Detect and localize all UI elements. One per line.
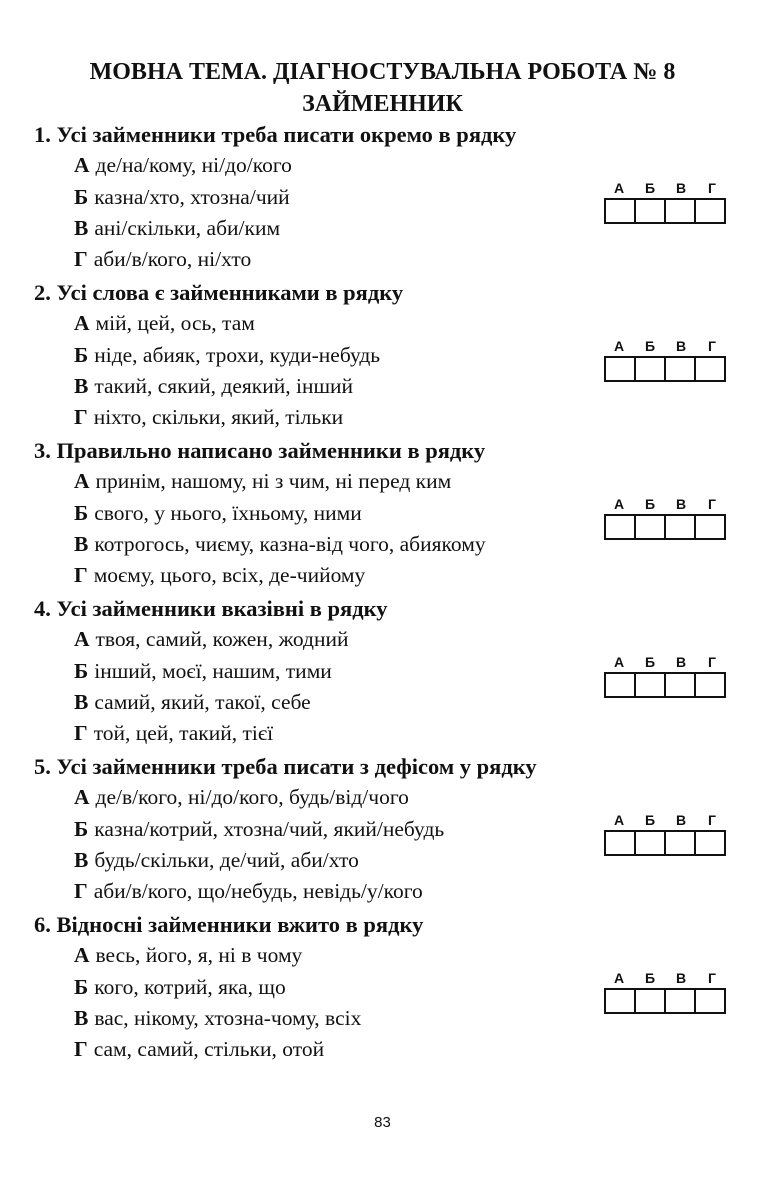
option-text: будь/скільки, де/чий, аби/хто xyxy=(94,848,359,872)
answer-grid-letters xyxy=(604,812,728,828)
option-letter: А xyxy=(74,153,90,177)
answer-grid-letter: В xyxy=(675,338,687,354)
answer-grid-letter: Б xyxy=(644,970,656,986)
option-text: аби/в/кого, ні/хто xyxy=(93,247,252,271)
option-text: твоя, самий, кожен, жодний xyxy=(95,627,349,651)
option-text: принім, нашому, ні з чим, ні перед ким xyxy=(95,469,452,493)
option-3 xyxy=(74,847,359,873)
option-4 xyxy=(74,404,343,430)
answer-grid-letter: В xyxy=(675,496,687,512)
answer-box[interactable] xyxy=(636,358,666,380)
question-title: 2. Усі слова є займенниками в рядку xyxy=(34,280,404,305)
answer-grid-letter: А xyxy=(613,970,625,986)
answer-grid-letters xyxy=(604,180,728,196)
option-text: вас, нікому, хтозна-чому, всіх xyxy=(94,1006,362,1030)
answer-box[interactable] xyxy=(636,516,666,538)
option-1 xyxy=(74,152,292,178)
option-4 xyxy=(74,246,251,272)
option-1 xyxy=(74,626,348,652)
option-4 xyxy=(74,1036,324,1062)
answer-boxes xyxy=(604,988,726,1014)
option-letter: А xyxy=(74,943,90,967)
option-2 xyxy=(74,184,290,210)
answer-grid-letter: В xyxy=(675,654,687,670)
option-letter: Г xyxy=(74,1037,88,1061)
option-letter: В xyxy=(74,532,89,556)
answer-grid-letter: Б xyxy=(644,180,656,196)
option-letter: В xyxy=(74,374,89,398)
option-text: ніхто, скільки, який, тільки xyxy=(93,405,344,429)
answer-boxes xyxy=(604,356,726,382)
answer-box[interactable] xyxy=(696,990,724,1012)
answer-grid-letter: Г xyxy=(708,180,716,196)
answer-grid-letter: В xyxy=(675,970,687,986)
answer-box[interactable] xyxy=(666,832,696,854)
answer-grid-letter: А xyxy=(613,496,625,512)
option-text: свого, у нього, їхньому, ними xyxy=(94,501,362,525)
answer-box[interactable] xyxy=(696,358,724,380)
option-letter: Г xyxy=(74,721,88,745)
option-letter: Б xyxy=(74,817,89,841)
option-letter: Б xyxy=(74,185,89,209)
answer-grid-letter: В xyxy=(675,812,687,828)
option-1 xyxy=(74,310,255,336)
answer-box[interactable] xyxy=(606,516,636,538)
option-1 xyxy=(74,784,409,810)
option-letter: Г xyxy=(74,563,88,587)
answer-grid-letter: В xyxy=(675,180,687,196)
answer-grid-letter: Г xyxy=(708,654,716,670)
option-4 xyxy=(74,720,273,746)
answer-grid-letters xyxy=(604,654,728,670)
option-text: котрогось, чиєму, казна-від чого, абиякому xyxy=(94,532,486,556)
answer-grid-letter: Г xyxy=(708,970,716,986)
answer-boxes xyxy=(604,672,726,698)
question-title: 4. Усі займенники вказівні в рядку xyxy=(34,596,388,621)
option-letter: Б xyxy=(74,659,89,683)
question-title: 5. Усі займенники треба писати з дефісом у рядку xyxy=(34,754,537,779)
option-3 xyxy=(74,531,486,557)
answer-box[interactable] xyxy=(606,832,636,854)
answer-box[interactable] xyxy=(636,990,666,1012)
answer-box[interactable] xyxy=(696,832,724,854)
option-letter: А xyxy=(74,627,90,651)
answer-box[interactable] xyxy=(666,674,696,696)
option-2 xyxy=(74,342,380,368)
option-text: такий, сякий, деякий, інший xyxy=(94,374,354,398)
option-letter: А xyxy=(74,311,90,335)
answer-box[interactable] xyxy=(666,990,696,1012)
option-letter: Б xyxy=(74,975,89,999)
option-letter: Б xyxy=(74,343,89,367)
answer-grid-letter: А xyxy=(613,338,625,354)
answer-box[interactable] xyxy=(666,200,696,222)
answer-box[interactable] xyxy=(606,674,636,696)
answer-boxes xyxy=(604,198,726,224)
option-letter: Г xyxy=(74,879,88,903)
answer-grid-letters xyxy=(604,338,728,354)
option-text: де/в/кого, ні/до/кого, будь/від/чого xyxy=(95,785,409,809)
answer-grid-letter: Б xyxy=(644,338,656,354)
option-letter: В xyxy=(74,690,89,714)
option-text: весь, його, я, ні в чому xyxy=(95,943,303,967)
answer-box[interactable] xyxy=(696,516,724,538)
answer-grid-letter: Б xyxy=(644,812,656,828)
answer-boxes xyxy=(604,514,726,540)
option-text: сам, самий, стільки, отой xyxy=(93,1037,325,1061)
option-1 xyxy=(74,942,302,968)
option-letter: Г xyxy=(74,247,88,271)
option-2 xyxy=(74,974,286,1000)
answer-box[interactable] xyxy=(666,358,696,380)
answer-box[interactable] xyxy=(606,358,636,380)
answer-grid-letters xyxy=(604,496,728,512)
answer-box[interactable] xyxy=(696,674,724,696)
option-text: казна/хто, хтозна/чий xyxy=(94,185,290,209)
option-text: той, цей, такий, тієї xyxy=(93,721,274,745)
question-title: 6. Відносні займенники вжито в рядку xyxy=(34,912,424,937)
option-text: самий, який, такої, себе xyxy=(94,690,311,714)
answer-boxes xyxy=(604,830,726,856)
answer-grid-letter: Б xyxy=(644,654,656,670)
answer-box[interactable] xyxy=(696,200,724,222)
answer-grid-letter: А xyxy=(613,180,625,196)
answer-grid-letter: А xyxy=(613,812,625,828)
option-letter: В xyxy=(74,1006,89,1030)
option-text: інший, моєї, нашим, тими xyxy=(94,659,332,683)
option-2 xyxy=(74,816,444,842)
option-letter: Г xyxy=(74,405,88,429)
answer-grid-letter: Б xyxy=(644,496,656,512)
option-letter: А xyxy=(74,469,90,493)
option-text: аби/в/кого, що/небудь, невідь/у/кого xyxy=(93,879,423,903)
option-text: де/на/кому, ні/до/кого xyxy=(95,153,292,177)
option-text: ані/скільки, аби/ким xyxy=(94,216,281,240)
page-number: 83 xyxy=(374,1114,391,1131)
answer-box[interactable] xyxy=(606,990,636,1012)
option-3 xyxy=(74,1005,361,1031)
answer-grid-letter: Г xyxy=(708,496,716,512)
page-title: МОВНА ТЕМА. ДІАГНОСТУВАЛЬНА РОБОТА № 8 xyxy=(89,59,676,85)
answer-box[interactable] xyxy=(636,674,666,696)
option-2 xyxy=(74,500,362,526)
option-3 xyxy=(74,689,311,715)
option-text: мій, цей, ось, там xyxy=(95,311,255,335)
option-3 xyxy=(74,373,353,399)
answer-grid-letter: А xyxy=(613,654,625,670)
answer-box[interactable] xyxy=(666,516,696,538)
answer-box[interactable] xyxy=(636,832,666,854)
option-2 xyxy=(74,658,332,684)
question-title: 1. Усі займенники треба писати окремо в рядку xyxy=(34,122,517,147)
option-4 xyxy=(74,562,365,588)
question-title: 3. Правильно написано займенники в рядку xyxy=(34,438,486,463)
option-text: ніде, абияк, трохи, куди-небудь xyxy=(94,343,381,367)
option-letter: Б xyxy=(74,501,89,525)
answer-box[interactable] xyxy=(606,200,636,222)
option-letter: А xyxy=(74,785,90,809)
page-subtitle: ЗАЙМЕННИК xyxy=(302,91,463,117)
option-text: кого, котрий, яка, що xyxy=(94,975,286,999)
option-text: моєму, цього, всіх, де-чийому xyxy=(93,563,366,587)
option-text: казна/котрий, хтозна/чий, який/небудь xyxy=(94,817,445,841)
option-3 xyxy=(74,215,280,241)
answer-grid-letter: Г xyxy=(708,338,716,354)
option-4 xyxy=(74,878,423,904)
answer-box[interactable] xyxy=(636,200,666,222)
answer-grid-letters xyxy=(604,970,728,986)
option-letter: В xyxy=(74,216,89,240)
option-letter: В xyxy=(74,848,89,872)
option-1 xyxy=(74,468,451,494)
answer-grid-letter: Г xyxy=(708,812,716,828)
